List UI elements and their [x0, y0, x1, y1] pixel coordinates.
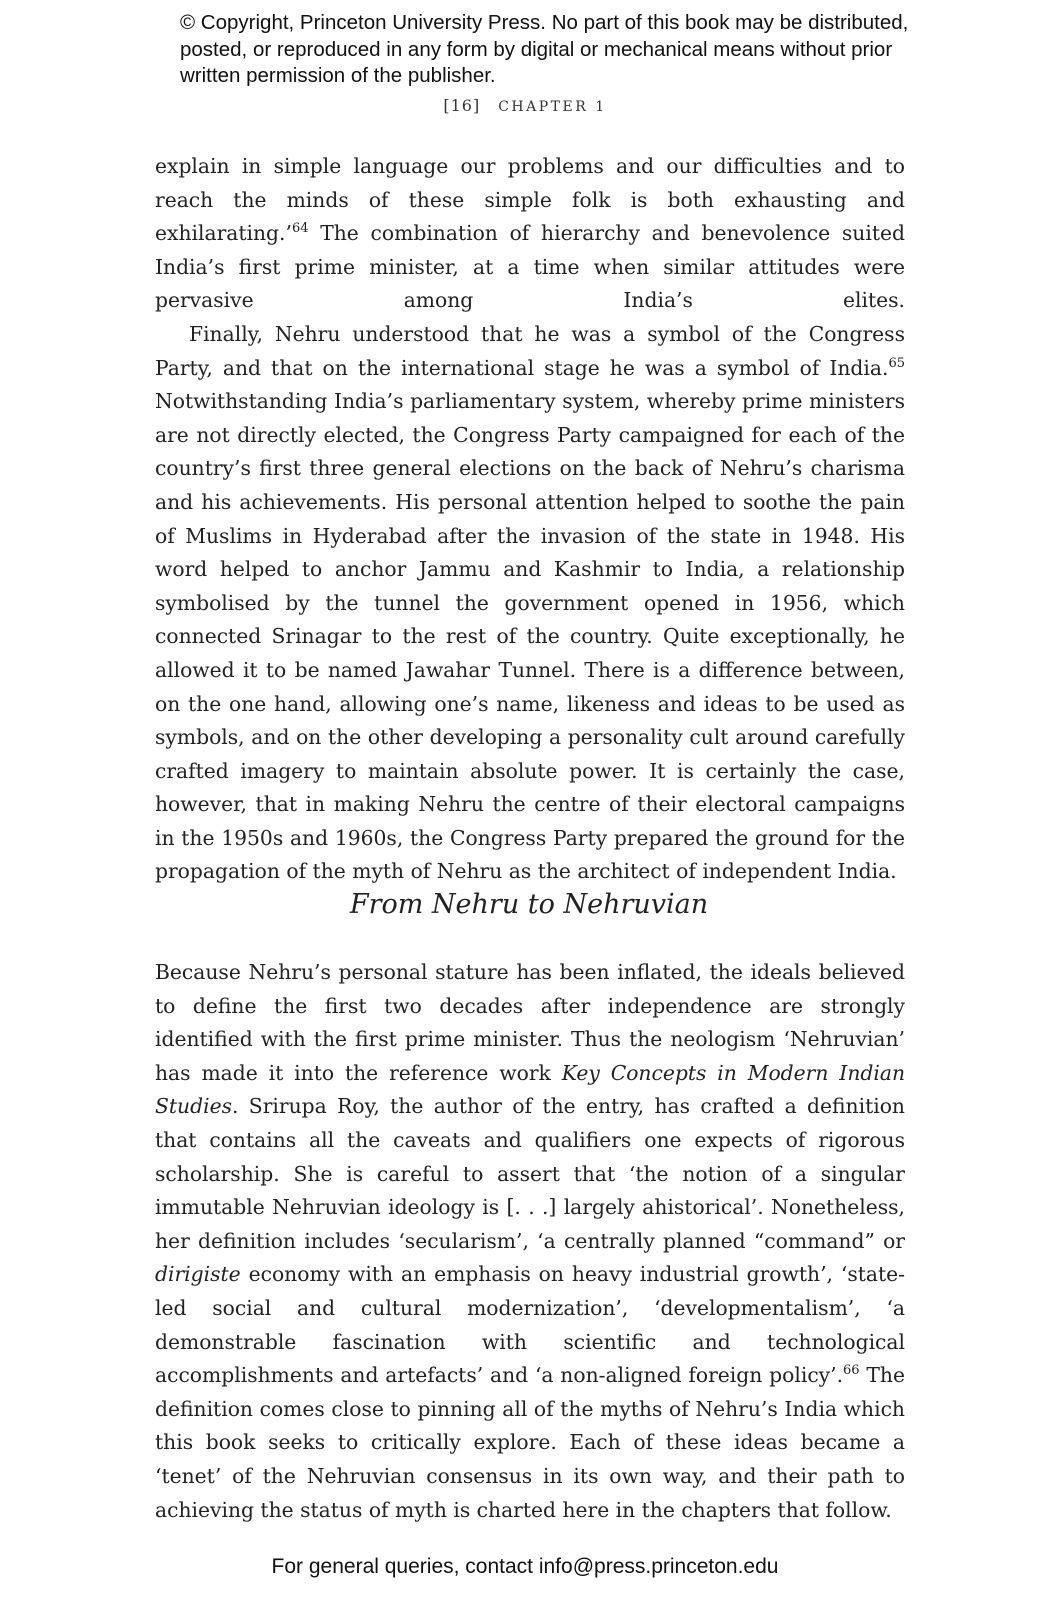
p3-italic-term: dirigiste [155, 1262, 241, 1287]
footer-contact: For general queries, contact info@press.princeton.edu [271, 1555, 779, 1578]
p1-text-a: explain in simple language our problems and our difficulties and to reach the minds of these simple folk is both exhausting and exhilarating.’ [155, 154, 905, 246]
page-number: [16] [443, 96, 481, 115]
paragraph-1 [155, 150, 905, 318]
running-head [0, 96, 1050, 115]
paragraph-3 [155, 956, 905, 1527]
footnote-ref-64: 64 [291, 221, 309, 237]
body-text-bottom [155, 956, 905, 1527]
p3-text-a: Because Nehru’s personal stature has been inflated, the ideals believed to define the first two decades after independence are strongly identified with the first prime minister. Thus the neologism ‘Nehruvian’ has made it into the reference work [155, 960, 905, 1085]
copyright-notice: © Copyright, Princeton University Press. No part of this book may be distributed, posted, or reproduced in any form by digital or mechanical means without prior written permission of the publisher. [180, 11, 909, 87]
footnote-ref-66: 66 [843, 1363, 860, 1379]
p2-text-a: Finally, Nehru understood that he was a symbol of the Congress Party, and that on the international stage he was a symbol of India. [155, 321, 905, 380]
paragraph-2 [155, 318, 905, 889]
footnote-ref-65: 65 [888, 355, 905, 371]
p3-text-b: . Srirupa Roy, the author of the entry, has crafted a definition that contains all the caveats and qualifiers one expects of rigorous scholarship. She is careful to assert that ‘the notion of a singular immutable Nehruvian ideology is [. . .] largely ahistorical’. Nonetheless, her definition includes ‘secularism’, ‘a centrally planned “command” or [155, 1094, 905, 1253]
p3-book-title: Key Concepts in Modern Indian Studies [155, 1060, 906, 1119]
chapter-label: CHAPTER 1 [498, 99, 607, 115]
p2-text-b: Notwithstanding India’s parliamentary system, whereby prime ministers are not directly elected, the Congress Party campaigned for each of the country’s first three general elections on the back of Nehru’s charisma and his achievements. His personal attention helped to soothe the pain of Muslims in Hyderabad after the invasion of the state in 1948. His word helped to anchor Jammu and Kashmir to India, a relationship symbolised by the tunnel the government opened in 1956, which connected Srinagar to the rest of the country. Quite exceptionally, he allowed it to be named Jawahar Tunnel. There is a difference between, on the one hand, allowing one’s name, likeness and ideas to be used as symbols, and on the other developing a personality cult around carefully crafted imagery to maintain absolute power. It is certainly the case, however, that in making Nehru the centre of their electoral campaigns in the 1950s and 1960s, the Congress Party prepared the ground for the propagation of the myth of Nehru as the architect of independent India. [155, 389, 905, 884]
section-heading: From Nehru to Nehruvian [349, 889, 709, 920]
p3-text-d: The definition comes close to pinning all of the myths of Nehru’s India which this book seeks to critically explore. Each of these ideas became a ‘tenet’ of the Nehruvian consensus in its own way, and their path to achieving the status of myth is charted here in the chapters that follow. [155, 1363, 905, 1522]
p3-text-c: economy with an emphasis on heavy industrial growth’, ‘state-led social and cultural modernization’, ‘developmentalism’, ‘a demonstrable fascination with scientific and technological accomplishments and artefacts’ and ‘a non-aligned foreign policy’. [155, 1262, 905, 1388]
body-text-top [155, 150, 905, 889]
p1-text-b: The combination of hierarchy and benevolence suited India’s first prime minister, at a time when similar attitudes were pervasive among India’s elites. [155, 221, 905, 313]
